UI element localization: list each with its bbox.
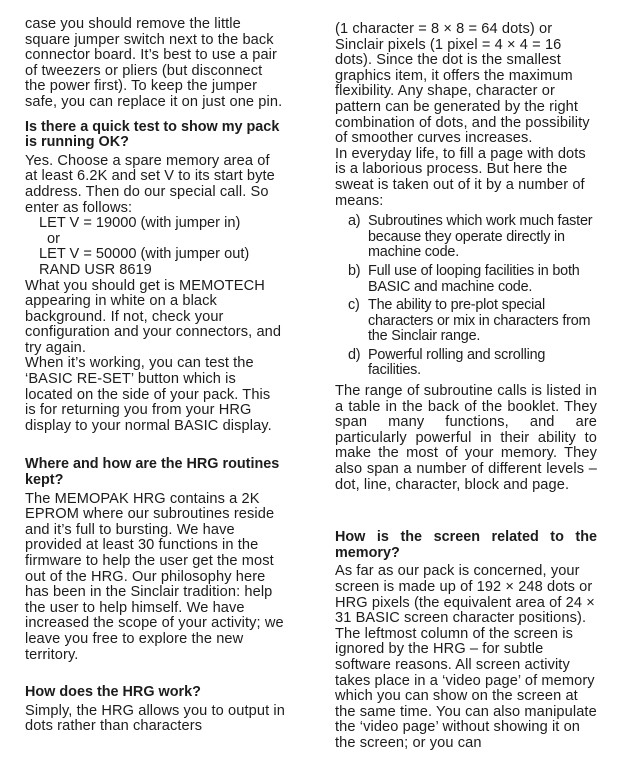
dots-paragraph: (1 character = 8 × 8 = 64 dots) or Sinclair pixels (1 pixel = 4 × 4 = 16 dots). Since the dot is the smallest graphics item, it offers the maximum flexibility. Any shape, character or pattern can be generated by the right combination of dots, and the possibility of smoother curves increases. — [335, 21, 590, 147]
means-list — [335, 214, 597, 379]
range-paragraph: The range of subroutine calls is listed in a table in the back of the booklet. They span many functions, and are particularly powerful in their ability to make the most of your memory. They also span a number of different levels – dot, line, character, block and page. — [335, 383, 597, 493]
list-item — [335, 214, 597, 261]
routines-paragraph: The MEMOPAK HRG contains a 2K EPROM where our subroutines reside and it’s full to bursting. We have provided at least 30 functions in the firmware to help the user get the most out of the HRG. Our philosophy here has been in the Sinclair tradition: help the user to help himself. We have increased the scope of your activity; we leave you free to explore the new territory. — [25, 490, 284, 663]
list-text: Powerful rolling and scrolling facilities. — [368, 346, 546, 379]
list-marker: c) — [348, 297, 360, 314]
heading-quick-test: Is there a quick test to show my pack is running OK? — [25, 118, 280, 151]
reset-paragraph: When it’s working, you can test the ‘BASIC RE-SET’ button which is located on the side of your pack. This is for returning you from your HRG display to your normal BASIC display. — [25, 355, 272, 434]
heading-how-hrg-works: How does the HRG work? — [25, 684, 201, 701]
how-works-paragraph: Simply, the HRG allows you to output in dots rather than characters — [25, 702, 285, 735]
list-marker: b) — [348, 262, 361, 279]
code-line: LET V = 50000 (with jumper out) — [39, 246, 250, 263]
jumper-paragraph: case you should remove the little square jumper switch next to the back connector board. It’s best to use a pair of tweezers or pliers (but disconnect the power first). To keep the jumper safe, you can replace it on just one pin. — [25, 16, 283, 110]
quick-test-paragraph: Yes. Choose a spare memory area of at least 6.2K and set V to its start byte address. Then do our special call. So enter as follows: — [25, 152, 275, 216]
list-item — [335, 264, 597, 295]
screen-memory-paragraph: As far as our pack is concerned, your screen is made up of 192 × 248 dots or HRG pixels (the equivalent area of 24 × 31 BASIC screen character positions). The leftmost column of the screen is ignored by the HRG – for subtle software reasons. All screen activity takes place in a ‘video page’ of memory which you can show on the screen at the same time. You can also manipulate the ‘video page’ without showing it on the screen; or you can — [335, 563, 597, 751]
result-paragraph: What you should get is MEMOTECH appearing in white on a black background. If not, check your configuration and your connectors, and try again. — [25, 277, 282, 356]
list-text: The ability to pre-plot special characters or mix in characters from the Sinclair range. — [368, 297, 591, 345]
list-text: Full use of looping facilities in both BASIC and machine code. — [368, 262, 580, 295]
right-column — [335, 0, 597, 752]
list-item — [335, 348, 597, 379]
heading-screen-memory: How is the screen related to the memory? — [335, 529, 597, 561]
heading-routines-kept: Where and how are the HRG routines kept? — [25, 456, 280, 489]
list-marker: a) — [348, 213, 361, 230]
list-item — [335, 298, 597, 345]
code-line: or — [47, 230, 60, 247]
list-marker: d) — [348, 346, 361, 363]
code-line: LET V = 19000 (with jumper in) — [39, 215, 241, 232]
list-text: Subroutines which work much faster because they operate directly in machine code. — [368, 213, 593, 261]
left-column — [25, 0, 285, 735]
everyday-paragraph: In everyday life, to fill a page with dots is a laborious process. But here the sweat is taken out of it by a number of means: — [335, 145, 586, 209]
code-block — [25, 216, 285, 278]
code-line: RAND USR 8619 — [39, 261, 152, 278]
